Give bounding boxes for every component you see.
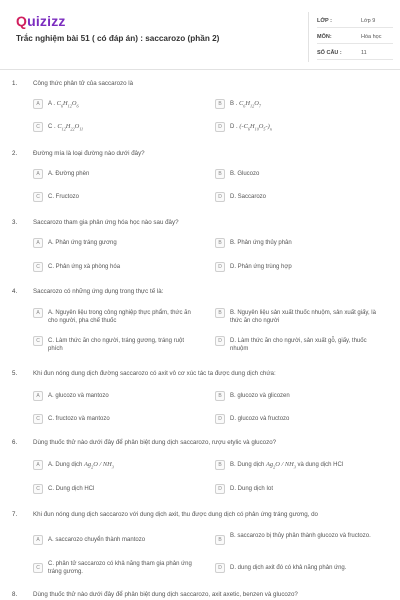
- option-letter: A: [33, 391, 43, 401]
- option-text: A . $C_6H_{12}O_6$: [48, 100, 79, 109]
- option-letter: A: [33, 308, 43, 318]
- question-text: Dùng thuốc thử nào dưới đây để phân biệt dung dịch saccarozo, axit axetic, benzen và glucozo?: [33, 591, 298, 598]
- question-number: 4.: [12, 288, 18, 295]
- meta-key: LỚP :: [317, 18, 332, 24]
- option-letter: C: [33, 122, 43, 132]
- option-letter: A: [33, 460, 43, 470]
- option-text: D. dung dịch axit đó có khả năng phản ứng.: [230, 565, 347, 571]
- option-letter: B: [215, 308, 225, 318]
- logo-rest: uizizz: [27, 13, 66, 29]
- option-text: B. glucozo và glicozen: [230, 393, 290, 399]
- option-letter: B: [215, 238, 225, 248]
- option-text: D. glucozo và fructozo: [230, 416, 290, 422]
- meta-row-count: [317, 46, 393, 60]
- option-text: B. Glucozo: [230, 171, 260, 177]
- option-letter: A: [33, 238, 43, 248]
- question-number: 8.: [12, 591, 18, 598]
- option-text: D. Làm thức ăn cho người, sản xuất gỗ, giấy, thuốc nhuộm: [230, 338, 367, 352]
- option-text: A. glucozo và mantozo: [48, 393, 109, 399]
- option-letter: B: [215, 535, 225, 545]
- meta-row-subject: [317, 30, 393, 44]
- option-text: C . $C_{12}H_{22}O_{11}$: [48, 123, 84, 132]
- option-letter: D: [215, 262, 225, 272]
- option-text: B. Dung dịch $Ag_2O / NH_3$ và dung dịch HCl: [230, 461, 344, 470]
- option-text: C. fructozo và mantozo: [48, 416, 110, 422]
- option-text: B. saccarozo bị thủy phân thành glucozo và fructozo.: [230, 533, 371, 539]
- option-letter: D: [215, 484, 225, 494]
- option-letter: D: [215, 192, 225, 202]
- option-letter: D: [215, 414, 225, 424]
- question-number: 2.: [12, 150, 18, 157]
- meta-value: Lớp 9: [361, 18, 376, 24]
- option-letter: A: [33, 169, 43, 179]
- option-text: B. Phản ứng thủy phân: [230, 240, 292, 246]
- meta-key: MÔN:: [317, 34, 332, 40]
- option-text: B . $C_6H_{12}O_7$: [230, 100, 261, 109]
- option-letter: B: [215, 391, 225, 401]
- option-text: A. Đường phèn: [48, 171, 90, 177]
- quiz-title: Trắc nghiệm bài 51 ( có đáp án) : saccarozo (phần 2): [16, 34, 220, 43]
- question-number: 6.: [12, 439, 18, 446]
- option-text: A. saccarozo chuyển thành mantozo: [48, 537, 146, 543]
- question-number: 1.: [12, 80, 18, 87]
- option-text: C. Fructozo: [48, 194, 80, 200]
- option-letter: C: [33, 414, 43, 424]
- worksheet-header: [0, 0, 400, 70]
- option-text: C. phân tử saccarozo có khả năng tham gia phản ứng tráng gương.: [48, 561, 192, 575]
- meta-key: SỐ CÂU :: [317, 50, 342, 56]
- question-text: Saccarozo tham gia phản ứng hóa học nào sau đây?: [33, 219, 179, 226]
- option-letter: D: [215, 563, 225, 573]
- meta-box: [308, 12, 392, 62]
- option-text: D. Saccarozo: [230, 194, 267, 200]
- quizizz-logo: [16, 13, 66, 29]
- option-letter: D: [215, 336, 225, 346]
- question-text: Đường mía là loại đường nào dưới đây?: [33, 150, 145, 157]
- question-text: Dùng thuốc thử nào dưới đây để phân biệt dung dịch saccarozo, rượu etylic và glucozo?: [33, 439, 277, 446]
- option-text: D. Dung dịch Iot: [230, 486, 274, 492]
- option-letter: A: [33, 535, 43, 545]
- option-letter: C: [33, 336, 43, 346]
- option-text: C. Dung dịch HCl: [48, 486, 95, 492]
- option-text: D. Phản ứng trùng hợp: [230, 264, 292, 270]
- option-text: D . $(-C_6H_{10}O_5-)_n$: [230, 123, 272, 132]
- option-letter: B: [215, 460, 225, 470]
- option-text: A. Phản ứng tráng gương: [48, 240, 117, 246]
- option-letter: D: [215, 122, 225, 132]
- option-letter: C: [33, 262, 43, 272]
- option-letter: C: [33, 563, 43, 573]
- option-letter: B: [215, 169, 225, 179]
- option-letter: A: [33, 99, 43, 109]
- meta-row-class: [317, 14, 393, 28]
- question-number: 5.: [12, 370, 18, 377]
- question-number: 3.: [12, 219, 18, 226]
- question-text: Khi đun nóng dung dịch saccarozo với dung dịch axit, thu được dung dịch có phản ứng tráng gương, do: [33, 511, 319, 518]
- question-text: Khi đun nóng dung dịch đường saccarozo có axit vô cơ xúc tác ta được dung dịch chứa:: [33, 370, 276, 377]
- logo-q: Q: [16, 13, 28, 29]
- question-text: Saccarozo có những ứng dụng trong thực tế là:: [33, 288, 164, 295]
- meta-value: Hóa học: [361, 34, 382, 40]
- option-letter: C: [33, 192, 43, 202]
- option-letter: C: [33, 484, 43, 494]
- meta-value: 11: [361, 50, 367, 56]
- option-text: C. Phản ứng xà phòng hóa: [48, 264, 121, 270]
- option-text: A. Nguyên liệu trong công nghiệp thực phẩm, thức ăn cho người, pha chế thuốc: [48, 310, 191, 324]
- option-text: A. Dung dịch $Ag_2O / NH_3$: [48, 461, 114, 470]
- option-text: C. Làm thức ăn cho người, tráng gương, tráng ruột phích: [48, 338, 184, 352]
- option-text: B. Nguyên liệu sản xuất thuốc nhuộm, sản xuất giấy, là thức ăn cho người: [230, 310, 376, 324]
- question-number: 7.: [12, 511, 18, 518]
- question-text: Công thức phân tử của saccarozo là: [33, 80, 134, 87]
- option-letter: B: [215, 99, 225, 109]
